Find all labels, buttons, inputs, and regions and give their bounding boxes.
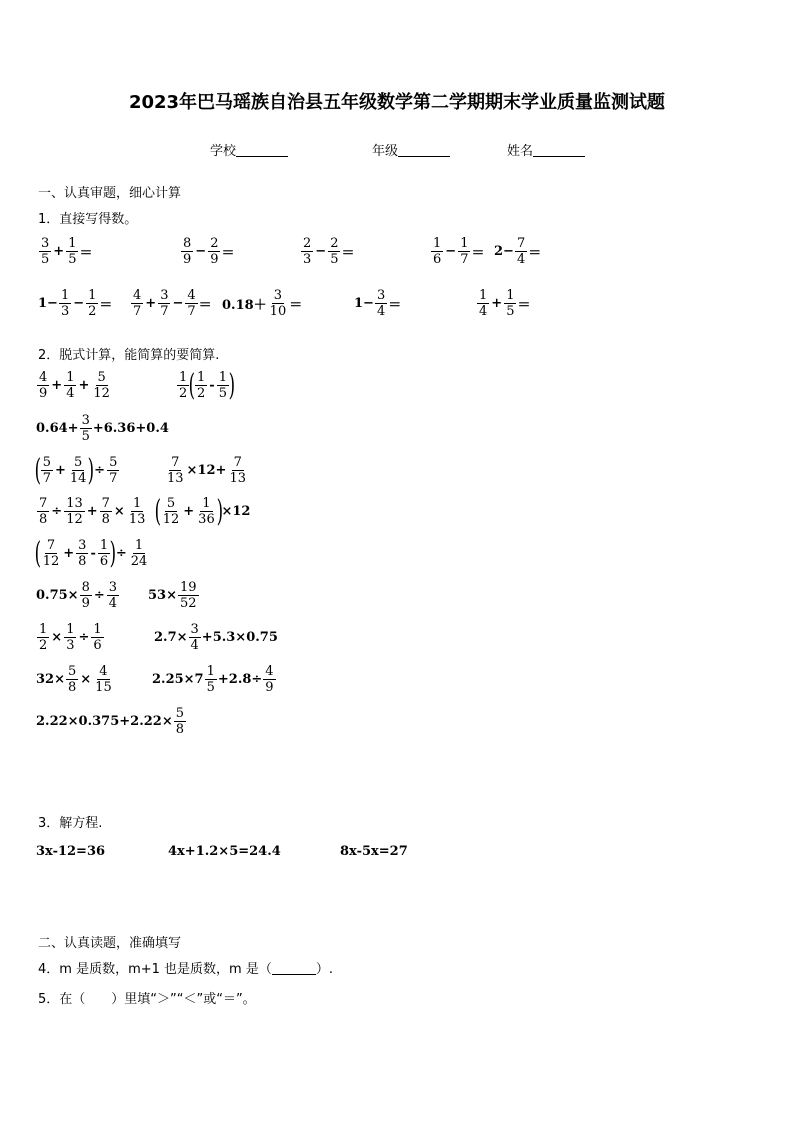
q1-item-8: 0.18＋ 3 10 ＝ — [222, 288, 303, 319]
grade-label: 年级 — [372, 144, 399, 159]
q2-expr-5: $\frac{7}{13}$ ×12+ $\frac{7}{13}$ — [167, 455, 246, 486]
q1-item-4: 1 6 − $\frac{1}{7}$ ＝ — [433, 236, 485, 267]
q1-item-3: 2 3 − $\frac{2}{5}$ ＝ — [303, 236, 355, 267]
q2-expr-3: 0.64+ $\frac{3}{5}$ +6.36+0.4 — [36, 413, 169, 444]
q2-expr-12: 2.7× $\frac{3}{4}$ +5.3×0.75 — [154, 622, 278, 653]
school-field — [210, 140, 288, 159]
q2-expr-15: 2.22×0.375+2.22× $\frac{5}{8}$ — [36, 706, 184, 737]
equation-2: 4x+1.2×5=24.4 — [168, 844, 281, 859]
q2-expr-14: 2.25×7 1 5 +2.8÷ $\frac{4}{9}$ — [152, 664, 274, 695]
question-2-label: 2．脱式计算，能简算的要简算. — [38, 348, 220, 363]
name-label: 姓名 — [507, 144, 534, 159]
question-5: 5．在（ ）里填“＞”“＜”或“＝”。 — [38, 992, 256, 1007]
equation-1: 3x-12=36 — [36, 844, 106, 859]
q1-item-9: 1− $\frac{3}{4}$ ＝ — [354, 288, 402, 319]
grade-field — [372, 140, 450, 159]
school-blank — [236, 143, 288, 157]
name-blank — [533, 143, 585, 157]
q2-expr-4: ( 5 7 + $\frac{5}{14}$ ) ÷ $\frac{5}{7}$ — [34, 452, 118, 488]
q1-item-10: 1 4 + $\frac{1}{5}$ ＝ — [479, 288, 531, 319]
equation-3: 8x-5x=27 — [340, 844, 408, 859]
section-heading-2: 二、认真读题，准确填写 — [38, 936, 182, 951]
q2-expr-11: $\frac{1}{2}$ × $\frac{1}{3}$ ÷ $\frac{1}{6}$ — [39, 622, 102, 653]
question-4: 4．m 是质数，m+1 也是质数，m 是（ ）. — [38, 962, 333, 977]
q2-expr-1: 4 9 + $\frac{1}{4}$ + $\frac{5}{12}$ — [39, 370, 110, 401]
q2-expr-7: ( 5 12 + $\frac{1}{36}$ ) ×12 — [154, 493, 251, 529]
q2-expr-10: 53× $\frac{19}{52}$ — [148, 580, 197, 611]
q2-expr-6: $\frac{7}{8}$ ÷ $\frac{13}{12}$ + $\frac{7}{8}$ × $\frac{1}{13}$ — [39, 496, 146, 527]
q1-item-1: 3 5 + $\frac{1}{5}$ ＝ — [41, 236, 93, 267]
answer-blank — [272, 962, 316, 975]
q2-expr-9: 0.75× $\frac{8}{9}$ ÷ $\frac{3}{4}$ — [36, 580, 118, 611]
question-3-label: 3．解方程. — [38, 816, 103, 831]
q2-expr-13: 32× $\frac{5}{8}$ × $\frac{4}{15}$ — [36, 664, 112, 695]
name-field — [507, 140, 585, 159]
q1-item-7: 4 7 + $\frac{3}{7}$ − $\frac{4}{7}$ ＝ — [133, 288, 212, 319]
question-1-label: 1．直接写得数。 — [38, 212, 138, 227]
grade-blank — [398, 143, 450, 157]
section-heading-1: 一、认真审题，细心计算 — [38, 186, 182, 201]
q1-item-2: 8 9 − $\frac{2}{9}$ ＝ — [183, 236, 235, 267]
q2-expr-8: ( 7 12 + $\frac{3}{8}$ - 1 6 ) ÷ $\frac{1}{24}$ — [34, 535, 148, 571]
school-label: 学校 — [210, 144, 237, 159]
q2-expr-2: 1 2 ( 1 2 - 1 5 ) — [179, 367, 236, 403]
q1-item-6: 1− $\frac{1}{3}$ − $\frac{1}{2}$ ＝ — [38, 288, 113, 319]
page-title: 2023年巴马瑶族自治县五年级数学第二学期期末学业质量监测试题 — [128, 92, 666, 113]
q1-item-5: 2− $\frac{7}{4}$ ＝ — [494, 236, 542, 267]
